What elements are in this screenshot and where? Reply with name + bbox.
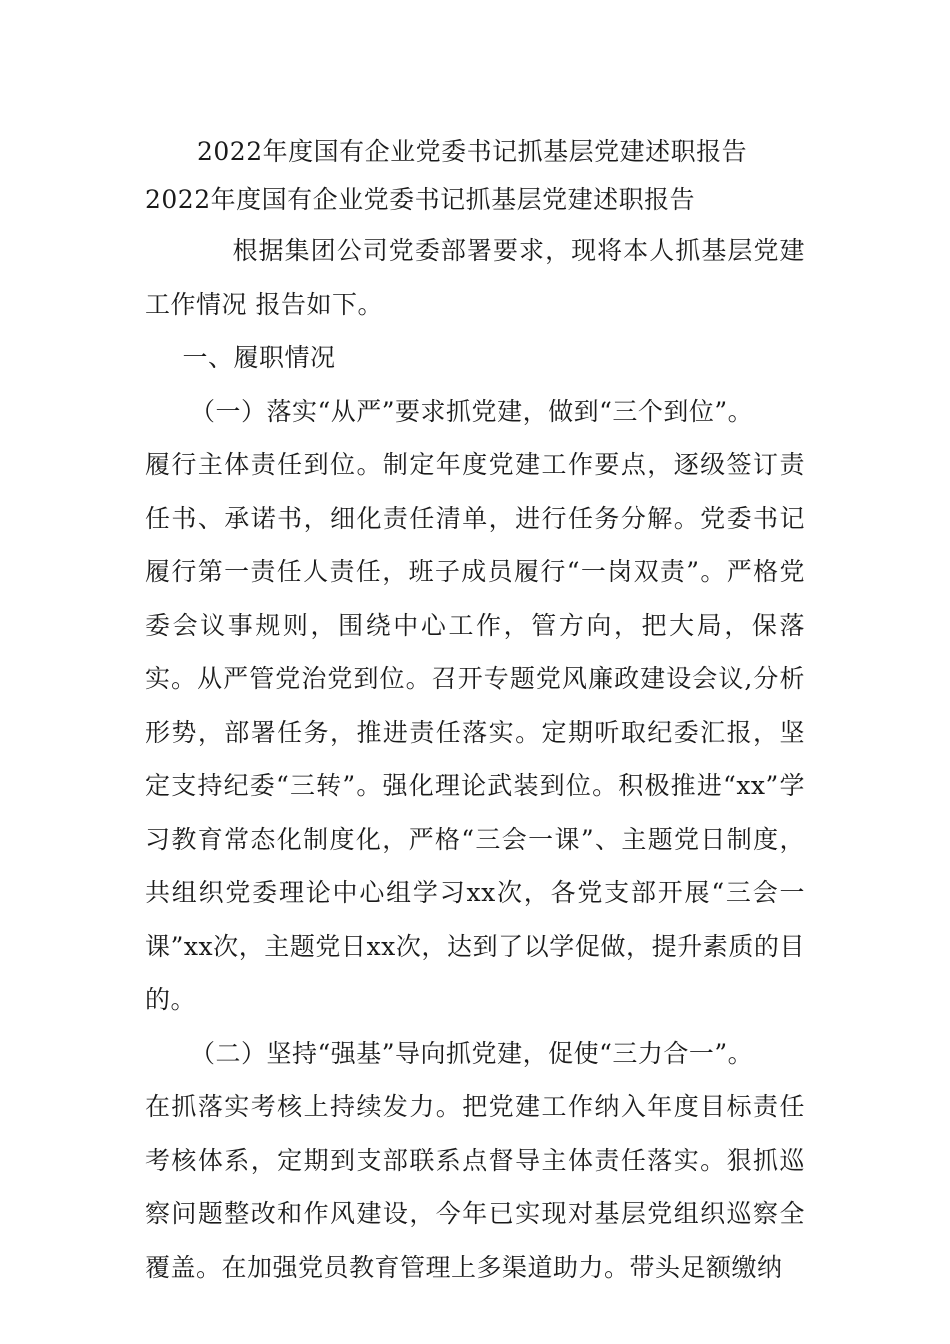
subsection-heading-1: （一）落实“从严”要求抓党建，做到“三个到位”。 — [190, 396, 754, 426]
subsection-heading-2: （二）坚持“强基”导向抓党建，促使“三力合一”。 — [190, 1038, 754, 1068]
document-body — [145, 128, 805, 1294]
section-heading-1: 一、履职情况 — [182, 343, 336, 372]
document-subtitle: 2022年度国有企业党委书记抓基层党建述职报告 — [145, 185, 696, 214]
body-paragraph-2: 在抓落实考核上持续发力。把党建工作纳入年度目标责任考核体系，定期到支部联系点督导主体责任落实。狠抓巡察问题整改和作风建设，今年已实现对基层党组织巡察全覆盖。在加强党员教育管理上多渠道助力。带头足额缴纳 — [145, 1092, 805, 1282]
body-paragraph-1: 履行主体责任到位。制定年度党建工作要点，逐级签订责任书、承诺书，细化责任清单，进行任务分解。党委书记履行第一责任人责任，班子成员履行“一岗双责”。严格党委会议事规则，围绕中心工作，管方向，把大局，保落实。从严管党治党到位。召开专题党风廉政建设会议,分析形势，部署任务，推进责任落实。定期听取纪委汇报，坚定支持纪委“三转”。强化理论武装到位。积极推进“xx”学习教育常态化制度化，严格“三会一课”、主题党日制度，共组织党委理论中心组学习xx次，各党支部开展“三会一课”xx次，主题党日xx次，达到了以学促做，提升素质的目的。 — [145, 450, 805, 1014]
document-title: 2022年度国有企业党委书记抓基层党建述职报告 — [197, 137, 748, 166]
intro-paragraph: 根据集团公司党委部署要求，现将本人抓基层党建工作情况 报告如下。 — [145, 236, 805, 319]
